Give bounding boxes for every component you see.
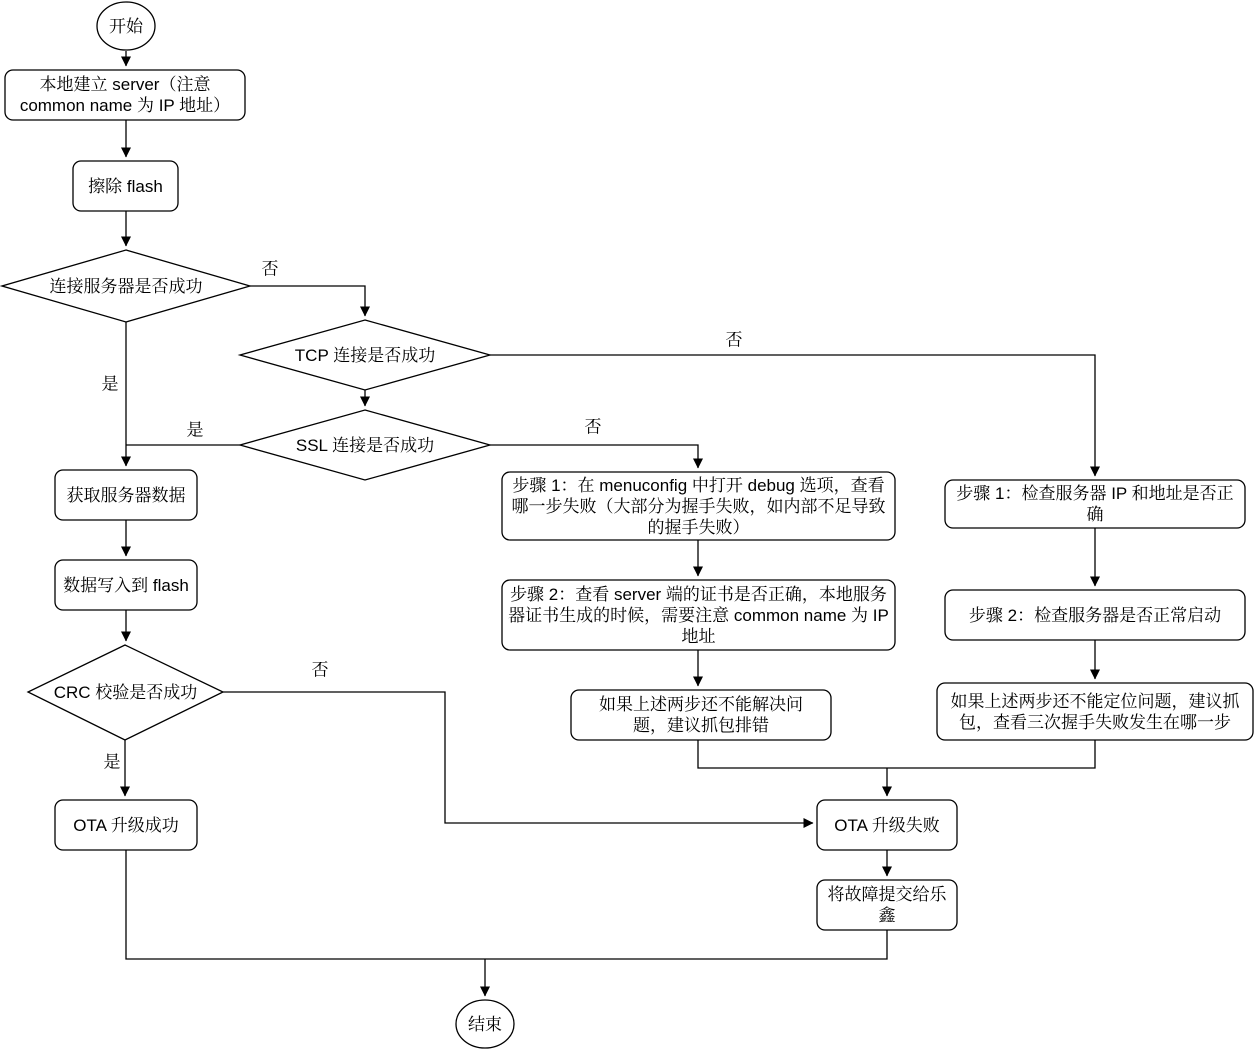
edge-ota-success-merge <box>126 850 485 959</box>
write-flash-label: 数据写入到 flash <box>63 575 189 595</box>
ssl-step2-label: 步骤 2：查看 server 端的证书是否正确，本地服务器证书生成的时候，需要注意 common name 为 IP 地址 <box>508 584 889 646</box>
edge-steps-junction <box>698 740 1095 768</box>
ssl-ok-label: SSL 连接是否成功 <box>295 435 435 455</box>
edge-label-tcp-no: 否 <box>725 330 743 350</box>
edge-label-crc-yes: 是 <box>103 752 121 772</box>
edge-submit-merge <box>485 930 887 959</box>
edge-label-crc-no: 否 <box>311 660 329 680</box>
edge-label-ssl-no: 否 <box>584 417 602 437</box>
tcp-step1-label: 步骤 1：检查服务器 IP 和地址是否正确 <box>956 484 1234 524</box>
tcp-step2-label: 步骤 2：检查服务器是否正常启动 <box>968 605 1222 625</box>
submit-espressif-label: 将故障提交给乐鑫 <box>827 885 947 925</box>
connect-ok-label: 连接服务器是否成功 <box>49 276 203 296</box>
ota-success-label: OTA 升级成功 <box>73 815 179 835</box>
ota-fail-label: OTA 升级失败 <box>834 815 940 835</box>
setup-server-label: 本地建立 server（注意 common name 为 IP 地址） <box>19 75 231 115</box>
ssl-step3-label: 如果上述两步还不能解决问题，建议抓包排错 <box>599 695 803 735</box>
tcp-ok-label: TCP 连接是否成功 <box>294 345 436 365</box>
start-label: 开始 <box>109 16 143 36</box>
get-data-label: 获取服务器数据 <box>66 485 186 505</box>
edge-tcp-no-to-tcp-step1 <box>490 355 1095 476</box>
edge-ssl-no-to-ssl-step1 <box>490 445 698 468</box>
edge-label-ssl-yes: 是 <box>186 420 204 440</box>
end-label: 结束 <box>468 1014 502 1034</box>
crc-ok-label: CRC 校验是否成功 <box>53 683 198 702</box>
erase-flash-label: 擦除 flash <box>88 176 163 196</box>
edge-connect-no-to-tcp-ok <box>250 286 365 316</box>
tcp-step3-label: 如果上述两步还不能定位问题，建议抓包，查看三次握手失败发生在哪一步 <box>950 691 1240 732</box>
ssl-step1-label: 步骤 1：在 menuconfig 中打开 debug 选项，查看哪一步失败（大部分为握手失败，如内部不足导致的握手失败） <box>511 475 886 537</box>
edge-label-connect-yes: 是 <box>101 374 119 394</box>
edge-label-connect-no: 否 <box>261 259 279 279</box>
